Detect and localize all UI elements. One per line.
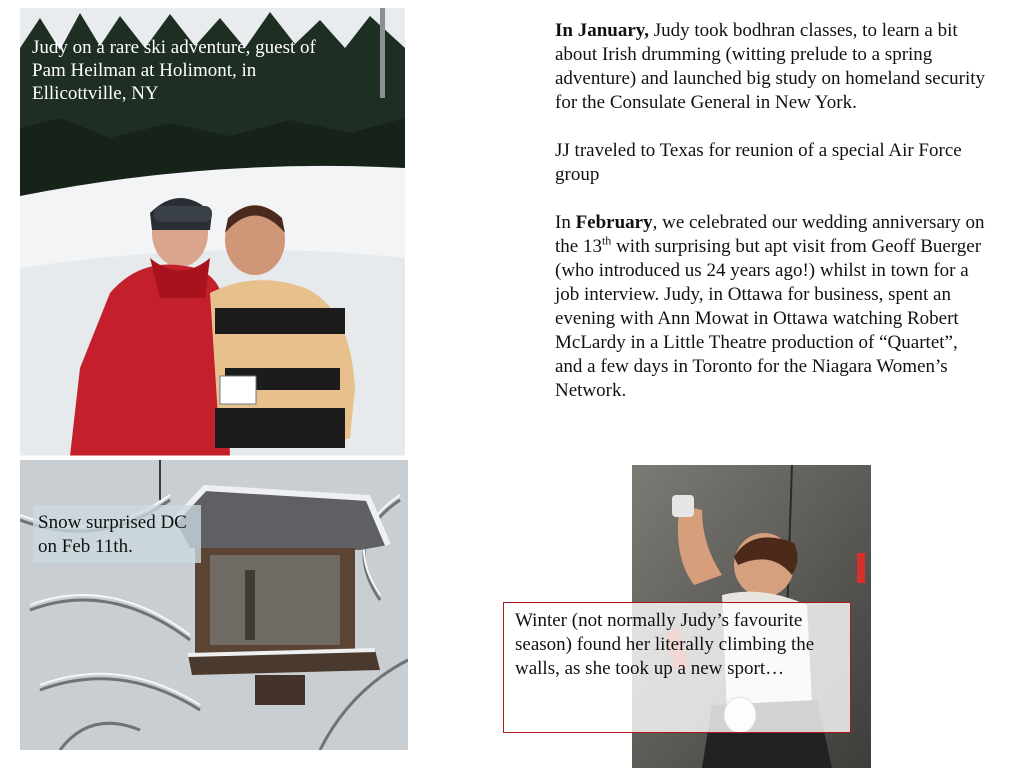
february-sup: th xyxy=(601,233,612,248)
birdhouse-photo xyxy=(20,460,408,750)
january-heading: In January, xyxy=(555,20,649,41)
february-in: In xyxy=(555,212,576,233)
february-heading: February xyxy=(575,212,653,233)
february-text-2: with surprising but apt visit from Geoff Buerger (who introduced us 24 years ago!) whilst in town for a job interview. Judy, in Ottawa for business, spent an evening with Ann Mowat in Ottawa watching Robert McLardy in a Little Theatre production of “Quartet”, and a few days in Toronto for the Niagara Women’s Network. xyxy=(555,236,982,401)
january-text: Judy took bodhran classes, to learn a bit about Irish drumming (witting prelude to a spring adventure) and launched big study on homeland security for the Consulate General in New York. xyxy=(555,20,986,113)
birdhouse-caption: Snow surprised DC on Feb 11th. xyxy=(33,505,201,563)
february-paragraph xyxy=(555,211,985,403)
january-paragraph xyxy=(555,19,985,115)
texas-paragraph: JJ traveled to Texas for reunion of a special Air Force group xyxy=(555,140,962,185)
story-text xyxy=(555,19,985,427)
climbing-caption: Winter (not normally Judy’s favourite season) found her literally climbing the walls, as she took up a new sport… xyxy=(503,602,851,733)
ski-caption: Judy on a rare ski adventure, guest of Pam Heilman at Holimont, in Ellicottville, NY xyxy=(32,37,316,104)
february-text-1: , we celebrated our wedding anniversary on the 13 xyxy=(555,212,985,257)
